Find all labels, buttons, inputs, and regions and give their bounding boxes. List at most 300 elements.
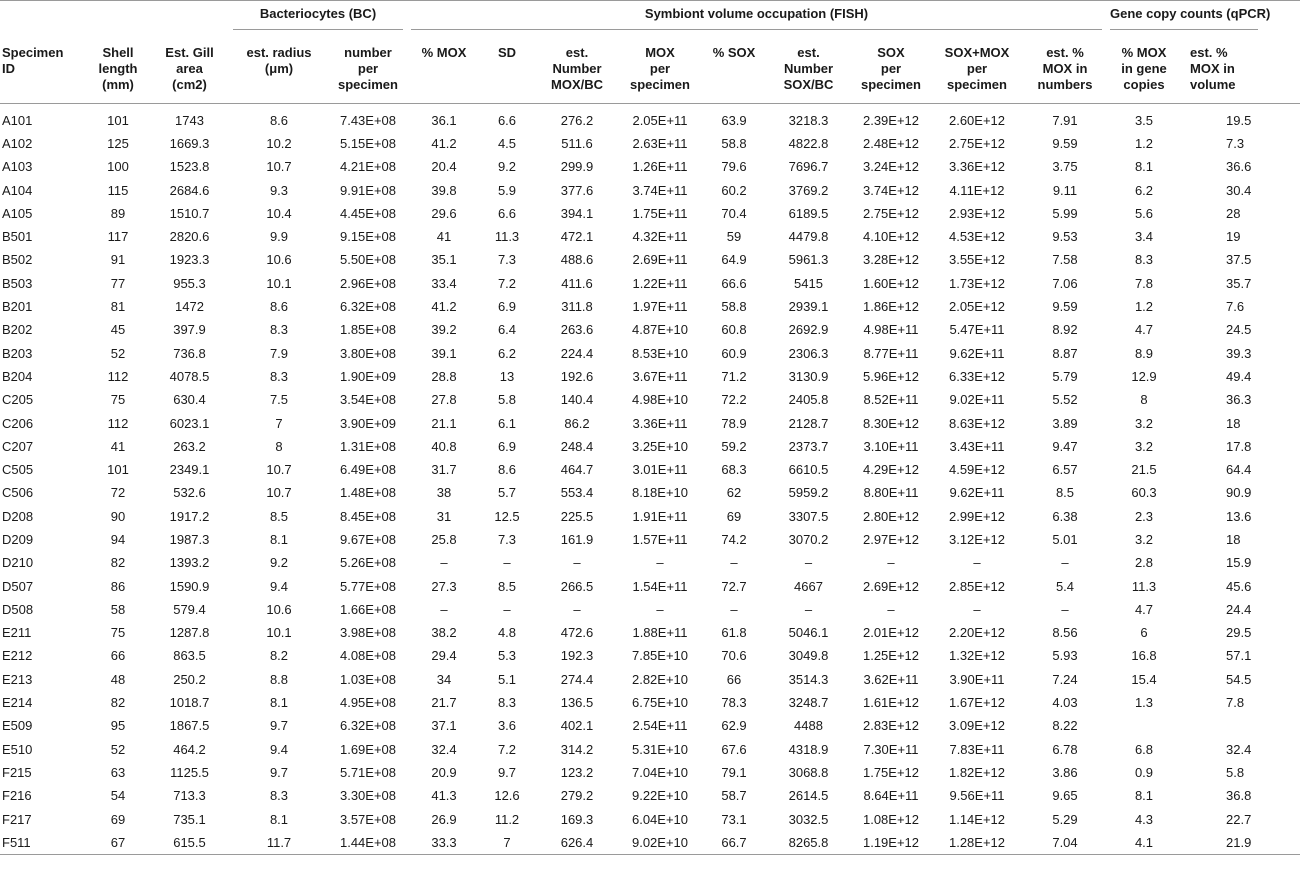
column-header: SD: [497, 45, 517, 60]
table-cell: 2.54E+11: [632, 718, 688, 734]
table-cell: 41.3: [431, 788, 457, 804]
table-cell: 7.3: [1226, 135, 1245, 151]
table-cell: 7.2: [497, 275, 517, 291]
table-cell: 32.4: [1226, 741, 1252, 757]
column-header: est. Number MOX/BC: [551, 45, 603, 92]
table-cell: 3.74E+11: [632, 182, 688, 198]
table-cell: –: [573, 555, 581, 571]
table-row: [0, 481, 1300, 504]
table-cell: 62.9: [721, 718, 747, 734]
table-cell: 4488: [794, 718, 823, 734]
table-cell: 101: [107, 462, 129, 478]
table-cell: –: [503, 555, 511, 571]
table-cell: 615.5: [173, 834, 206, 850]
table-cell: 52: [110, 345, 126, 361]
table-cell: 5415: [794, 275, 823, 291]
table-cell: 2.48E+12: [862, 135, 920, 151]
table-cell: 2614.5: [788, 788, 829, 804]
table-cell: –: [730, 601, 738, 617]
table-row: [0, 178, 1300, 201]
table-cell: 10.1: [266, 625, 292, 641]
table-cell: 1.08E+12: [862, 811, 920, 827]
table-cell: 1923.3: [169, 252, 210, 268]
table-cell: 7.8: [1134, 275, 1154, 291]
specimen-id-cell: C207: [2, 438, 34, 454]
table-cell: 2.75E+12: [862, 205, 920, 221]
table-cell: 15.4: [1131, 671, 1157, 687]
table-cell: 3.75: [1052, 159, 1078, 175]
table-cell: 8.56: [1052, 625, 1078, 641]
table-cell: 1472: [175, 299, 204, 315]
table-cell: 7.8: [1226, 695, 1245, 711]
table-cell: 2.63E+11: [632, 135, 688, 151]
table-cell: 68.3: [721, 462, 747, 478]
table-cell: 63.9: [721, 112, 747, 128]
table-cell: 3.5: [1134, 112, 1154, 128]
table-cell: 2820.6: [169, 229, 210, 245]
table-cell: 20.9: [431, 764, 457, 780]
specimen-id-cell: B503: [2, 275, 33, 291]
table-cell: 4.5: [497, 135, 517, 151]
table-cell: 2.01E+12: [862, 625, 920, 641]
table-cell: 3.36E+11: [632, 415, 688, 431]
table-cell: 17.8: [1226, 438, 1252, 454]
table-row: [0, 505, 1300, 528]
table-cell: 4.10E+12: [862, 229, 920, 245]
table-cell: 1.3: [1134, 695, 1154, 711]
specimen-id-cell: D507: [2, 578, 34, 594]
table-cell: 532.6: [173, 485, 206, 501]
table-cell: 3248.7: [788, 695, 829, 711]
table-cell: 6610.5: [788, 462, 829, 478]
specimen-id-cell: D209: [2, 531, 34, 547]
table-cell: 8.5: [1055, 485, 1075, 501]
table-cell: 2.99E+12: [948, 508, 1006, 524]
table-cell: 1.97E+11: [632, 299, 688, 315]
table-cell: 86: [110, 578, 126, 594]
table-cell: 2.80E+12: [862, 508, 920, 524]
table-cell: 13: [499, 368, 515, 384]
table-cell: 1.73E+12: [948, 275, 1006, 291]
table-cell: –: [503, 601, 511, 617]
table-cell: 6.04E+10: [631, 811, 689, 827]
table-cell: 8.53E+10: [631, 345, 689, 361]
table-cell: 117: [107, 229, 129, 245]
table-cell: 125: [107, 135, 129, 151]
specimen-id-cell: F217: [2, 811, 32, 827]
table-cell: 7.3: [497, 531, 517, 547]
table-cell: 1669.3: [169, 135, 210, 151]
table-cell: 8.52E+11: [863, 392, 919, 408]
table-cell: 263.6: [560, 322, 594, 338]
table-cell: 75: [110, 392, 126, 408]
table-cell: 20.4: [431, 159, 457, 175]
table-cell: 553.4: [560, 485, 594, 501]
table-cell: –: [804, 555, 813, 571]
table-cell: 8: [1140, 392, 1148, 408]
table-cell: 10.7: [266, 462, 292, 478]
table-cell: 3032.5: [788, 811, 829, 827]
table-row: [0, 668, 1300, 691]
table-cell: 21.7: [431, 695, 457, 711]
table-cell: 8.1: [1134, 788, 1154, 804]
table-cell: 2.85E+12: [948, 578, 1006, 594]
specimen-id-cell: B204: [2, 368, 33, 384]
table-cell: 3.80E+08: [339, 345, 397, 361]
table-cell: 39.3: [1226, 345, 1252, 361]
table-cell: 3.09E+12: [948, 718, 1006, 734]
table-cell: –: [887, 555, 895, 571]
table-cell: 59.2: [721, 438, 747, 454]
table-cell: 115: [107, 182, 129, 198]
specimen-id-cell: A103: [2, 159, 33, 175]
specimen-id-cell: F216: [2, 788, 32, 804]
table-cell: 2.69E+11: [632, 252, 688, 268]
table-cell: 1.67E+12: [948, 695, 1006, 711]
table-cell: 7.04: [1052, 834, 1078, 850]
table-cell: 3.28E+12: [862, 252, 920, 268]
table-cell: 37.1: [431, 718, 457, 734]
table-row: [0, 318, 1300, 341]
table-cell: 86.2: [564, 415, 590, 431]
table-cell: 8.1: [269, 695, 289, 711]
table-cell: 62: [726, 485, 742, 501]
table-cell: 2.05E+12: [948, 299, 1006, 315]
table-cell: 41.2: [431, 135, 457, 151]
table-cell: 3.57E+08: [339, 811, 397, 827]
table-cell: 36.6: [1226, 159, 1252, 175]
group-header-qpcr: Gene copy counts (qPCR): [1108, 1, 1300, 31]
table-row: [0, 831, 1300, 855]
specimen-id-cell: E211: [2, 625, 32, 641]
table-cell: 9.7: [269, 764, 289, 780]
table-cell: 713.3: [173, 788, 206, 804]
table-cell: 8.1: [269, 531, 289, 547]
table-cell: 5.01: [1052, 531, 1078, 547]
table-cell: 3.36E+12: [948, 159, 1006, 175]
table-cell: 411.6: [561, 275, 593, 291]
table-cell: –: [656, 555, 664, 571]
table-cell: 9.59: [1052, 299, 1078, 315]
table-cell: 18: [1226, 531, 1241, 547]
table-row: [0, 738, 1300, 761]
table-cell: 0.9: [1134, 764, 1154, 780]
table-cell: 8.18E+10: [631, 485, 689, 501]
table-cell: 279.2: [560, 788, 594, 804]
table-cell: 2405.8: [788, 392, 829, 408]
table-cell: 9.4: [269, 578, 289, 594]
column-header: % SOX: [712, 45, 756, 60]
table-cell: 39.2: [431, 322, 457, 338]
table-cell: 59: [726, 229, 742, 245]
table-cell: 5.47E+11: [949, 322, 1005, 338]
table-cell: 64.9: [721, 252, 747, 268]
table-cell: 54: [110, 788, 126, 804]
table-cell: 8.3: [1134, 252, 1154, 268]
table-cell: –: [440, 555, 448, 571]
column-header: % MOX in gene copies: [1121, 45, 1167, 92]
table-cell: 192.6: [560, 368, 594, 384]
table-cell: 1393.2: [169, 555, 210, 571]
specimen-id-cell: A105: [2, 205, 33, 221]
table-cell: 1.75E+12: [862, 764, 920, 780]
table-cell: 33.3: [431, 834, 457, 850]
table-cell: 472.6: [560, 625, 594, 641]
table-cell: 5.4: [1055, 578, 1075, 594]
table-cell: 1590.9: [169, 578, 210, 594]
table-cell: 75: [110, 625, 126, 641]
table-cell: 7.24: [1052, 671, 1078, 687]
table-cell: 3.74E+12: [862, 182, 920, 198]
table-cell: 13.6: [1226, 508, 1252, 524]
table-cell: 100: [107, 159, 129, 175]
table-cell: 2.39E+12: [862, 112, 920, 128]
table-cell: 863.5: [173, 648, 206, 664]
table-cell: 6189.5: [788, 205, 829, 221]
table-cell: 9.65: [1052, 788, 1078, 804]
table-cell: 27.8: [431, 392, 457, 408]
table-cell: 2306.3: [788, 345, 829, 361]
table-cell: 11.3: [1131, 578, 1157, 594]
table-cell: 3.6: [497, 718, 517, 734]
table-row: [0, 365, 1300, 388]
table-cell: 4.53E+12: [948, 229, 1006, 245]
table-cell: 1510.7: [169, 205, 210, 221]
table-cell: 736.8: [173, 345, 206, 361]
table-cell: 626.4: [560, 834, 594, 850]
table-cell: 1917.2: [169, 508, 210, 524]
table-row: [0, 225, 1300, 248]
table-cell: 8.8: [269, 671, 289, 687]
table-cell: 33.4: [431, 275, 457, 291]
table-cell: 7.5: [269, 392, 289, 408]
table-cell: 397.9: [173, 322, 206, 338]
table-cell: 6.6: [497, 112, 517, 128]
table-cell: 6.1: [497, 415, 517, 431]
table-cell: 6.2: [1134, 182, 1154, 198]
table-cell: 1.54E+11: [632, 578, 688, 594]
table-cell: 4479.8: [788, 229, 829, 245]
table-cell: 11.3: [494, 229, 520, 245]
table-cell: 57.1: [1226, 648, 1252, 664]
table-cell: 90.9: [1226, 485, 1252, 501]
table-cell: 4822.8: [788, 135, 829, 151]
table-cell: –: [1061, 601, 1069, 617]
table-cell: 1.22E+11: [632, 275, 688, 291]
table-cell: 5.96E+12: [862, 368, 920, 384]
column-header: Est. Gill area (cm2): [165, 45, 214, 92]
table-cell: 1.44E+08: [339, 834, 397, 850]
table-cell: 8.6: [269, 112, 289, 128]
table-cell: 60.9: [721, 345, 747, 361]
table-cell: –: [973, 601, 981, 617]
table-cell: 3.98E+08: [339, 625, 397, 641]
table-cell: 3.24E+12: [862, 159, 920, 175]
table-cell: 10.7: [266, 159, 292, 175]
table-cell: 1.03E+08: [339, 671, 397, 687]
table-cell: 5.7: [497, 485, 517, 501]
table-row: [0, 155, 1300, 178]
table-cell: 58.8: [721, 299, 747, 315]
table-cell: 1.14E+12: [948, 811, 1006, 827]
table-cell: 8.5: [497, 578, 517, 594]
specimen-id-cell: E214: [2, 695, 33, 711]
table-cell: 9.22E+10: [631, 788, 689, 804]
table-cell: 7.30E+11: [863, 741, 919, 757]
table-cell: 40.8: [431, 438, 457, 454]
table-cell: 140.4: [560, 392, 594, 408]
table-cell: 4.3: [1134, 811, 1154, 827]
table-cell: 5.99: [1052, 205, 1078, 221]
table-cell: 1.91E+11: [632, 508, 688, 524]
table-cell: 58.8: [721, 135, 747, 151]
table-cell: 1018.7: [169, 695, 210, 711]
table-cell: 63: [110, 764, 126, 780]
table-cell: –: [804, 601, 813, 617]
table-cell: 311.8: [561, 299, 593, 315]
column-header: number per specimen: [338, 45, 398, 92]
table-cell: 60.8: [721, 322, 747, 338]
table-cell: 276.2: [560, 112, 594, 128]
table-cell: 2.83E+12: [862, 718, 920, 734]
table-cell: 394.1: [560, 205, 594, 221]
table-cell: 38.2: [431, 625, 457, 641]
table-cell: 274.4: [560, 671, 594, 687]
table-cell: 9.02E+10: [631, 834, 689, 850]
table-cell: 4.8: [497, 625, 517, 641]
table-cell: 248.4: [560, 438, 594, 454]
table-cell: 9.2: [269, 555, 289, 571]
table-cell: 69: [110, 811, 126, 827]
table-cell: 7.43E+08: [339, 112, 397, 128]
table-cell: 112: [107, 415, 129, 431]
table-cell: 5.29: [1052, 811, 1078, 827]
specimen-id-cell: B201: [2, 299, 33, 315]
table-cell: 735.1: [173, 811, 206, 827]
table-cell: 123.2: [560, 764, 594, 780]
table-cell: 112: [107, 368, 129, 384]
specimen-id-cell: B501: [2, 229, 33, 245]
table-cell: 5.93: [1052, 648, 1078, 664]
table-cell: 15.9: [1226, 555, 1252, 571]
table-cell: 11.7: [266, 834, 292, 850]
specimen-id-cell: E510: [2, 741, 33, 757]
table-cell: 34: [436, 671, 452, 687]
table-cell: 73.1: [721, 811, 747, 827]
table-cell: 4078.5: [169, 368, 210, 384]
table-cell: 69: [726, 508, 742, 524]
table-cell: 77: [110, 275, 126, 291]
table-cell: 10.6: [266, 601, 292, 617]
table-cell: 2128.7: [788, 415, 829, 431]
table-cell: 79.1: [721, 764, 747, 780]
table-cell: 169.3: [560, 811, 594, 827]
table-cell: 6.32E+08: [339, 718, 397, 734]
table-cell: 3.2: [1134, 415, 1154, 431]
specimen-id-cell: C506: [2, 485, 34, 501]
table-cell: 579.4: [173, 601, 206, 617]
table-cell: 9.2: [497, 159, 517, 175]
table-cell: 1.32E+12: [948, 648, 1006, 664]
table-cell: 377.6: [560, 182, 594, 198]
table-cell: 7.58: [1052, 252, 1078, 268]
table-cell: 66.6: [721, 275, 747, 291]
table-cell: 24.4: [1226, 601, 1252, 617]
table-cell: 45: [110, 322, 126, 338]
table-cell: 66: [110, 648, 126, 664]
table-cell: 630.4: [173, 392, 206, 408]
table-cell: 8.1: [269, 811, 289, 827]
table-cell: 1987.3: [169, 531, 210, 547]
table-cell: 16.8: [1131, 648, 1157, 664]
table-cell: 4.87E+10: [631, 322, 689, 338]
table-cell: 6.4: [497, 322, 517, 338]
table-cell: 3.30E+08: [339, 788, 397, 804]
table-row: [0, 784, 1300, 807]
table-cell: 5.9: [497, 182, 517, 198]
table-cell: 82: [110, 695, 126, 711]
table-cell: 8.87: [1052, 345, 1078, 361]
table-cell: 27.3: [431, 578, 457, 594]
table-cell: 36.8: [1226, 788, 1252, 804]
table-cell: 70.6: [721, 648, 747, 664]
table-cell: 21.5: [1131, 462, 1157, 478]
table-cell: 4.98E+10: [631, 392, 689, 408]
table-cell: 224.4: [560, 345, 594, 361]
table-row: [0, 411, 1300, 434]
table-cell: 6.57: [1052, 462, 1078, 478]
table-cell: 45.6: [1226, 578, 1252, 594]
table-cell: 7.9: [269, 345, 289, 361]
table-cell: 54.5: [1226, 671, 1252, 687]
table-cell: 78.9: [721, 415, 747, 431]
table-row: [0, 807, 1300, 830]
table-cell: 4.03: [1052, 695, 1078, 711]
table-row: [0, 202, 1300, 225]
specimen-id-cell: A104: [2, 182, 33, 198]
table-cell: 12.5: [494, 508, 520, 524]
table-cell: 64.4: [1226, 462, 1252, 478]
table-cell: 9.15E+08: [339, 229, 397, 245]
table-cell: 250.2: [173, 671, 206, 687]
table-cell: 2373.7: [788, 438, 829, 454]
table-cell: 7.6: [1226, 299, 1245, 315]
table-cell: 6.32E+08: [339, 299, 397, 315]
table-row: [0, 248, 1300, 271]
table-cell: 1.61E+12: [862, 695, 920, 711]
table-cell: 3218.3: [788, 112, 829, 128]
table-cell: 8.3: [269, 788, 289, 804]
table-cell: 19: [1226, 229, 1241, 245]
table-cell: 12.6: [494, 788, 520, 804]
table-cell: 2.75E+12: [948, 135, 1006, 151]
table-cell: 7696.7: [788, 159, 829, 175]
table-cell: 9.67E+08: [339, 531, 397, 547]
table-cell: 4.7: [1134, 322, 1154, 338]
table-cell: 4.7: [1134, 601, 1154, 617]
table-row: [0, 458, 1300, 481]
table-cell: 31.7: [431, 462, 457, 478]
table-cell: 8.63E+12: [948, 415, 1006, 431]
table-cell: 67: [110, 834, 126, 850]
table-cell: 263.2: [173, 438, 206, 454]
table-cell: 7.04E+10: [631, 764, 689, 780]
table-cell: 6.6: [497, 205, 517, 221]
table-cell: –: [730, 555, 738, 571]
table-cell: 2.82E+10: [631, 671, 689, 687]
table-cell: 2.96E+08: [339, 275, 397, 291]
table-cell: 21.9: [1226, 834, 1252, 850]
